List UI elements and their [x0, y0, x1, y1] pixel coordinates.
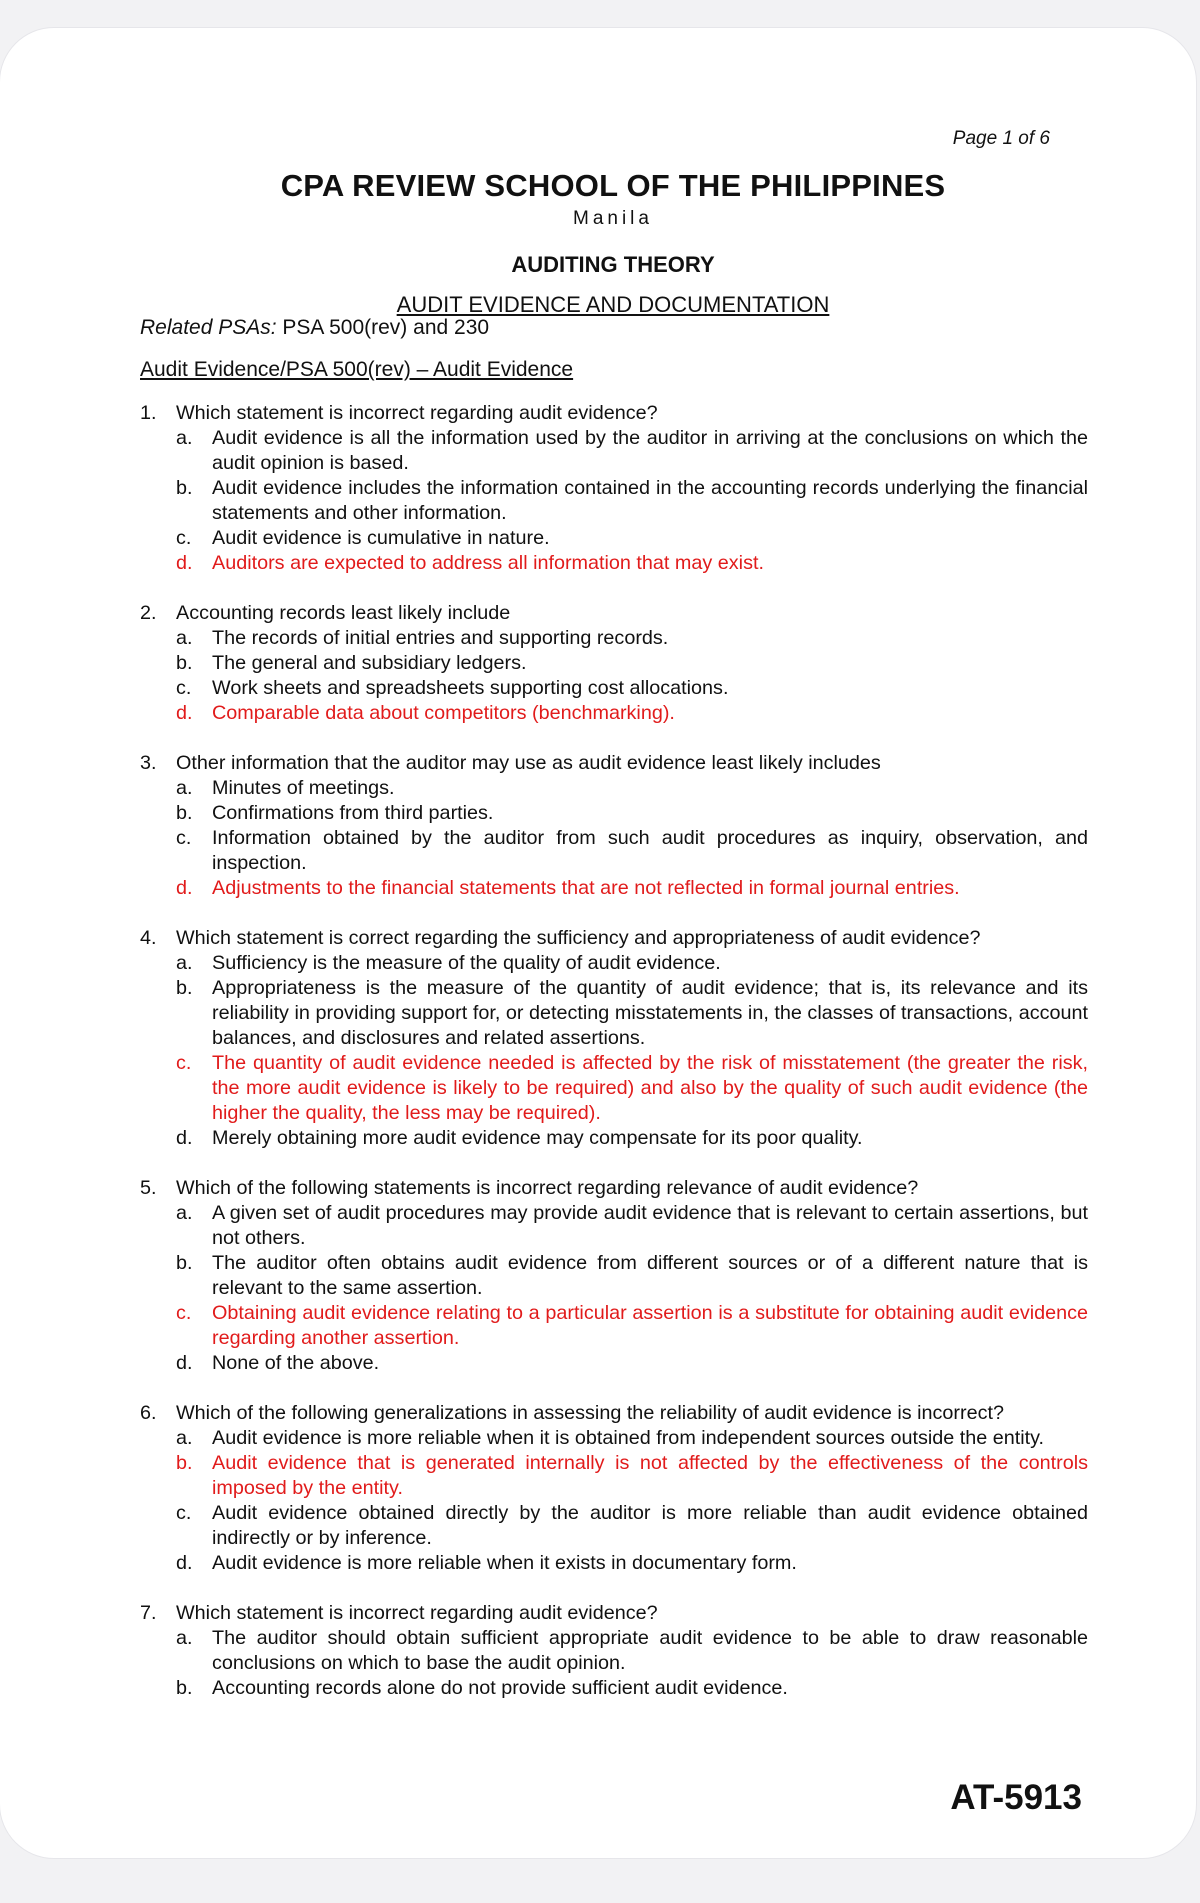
- option-text: Work sheets and spreadsheets supporting cost allocations.: [212, 677, 729, 699]
- option-list: [176, 1201, 1088, 1376]
- option-item: [176, 676, 1088, 701]
- option-text: Accounting records alone do not provide sufficient audit evidence.: [212, 1677, 788, 1699]
- option-item: [176, 826, 1088, 876]
- option-item: [176, 1126, 1088, 1151]
- option-item: [176, 1626, 1088, 1676]
- option-item: [176, 1426, 1088, 1451]
- option-item: [176, 1251, 1088, 1301]
- question-text: Which of the following generalizations in assessing the reliability of audit evidence is incorrect?: [176, 1402, 1004, 1424]
- option-letter: c.: [176, 827, 192, 849]
- option-item: [176, 526, 1088, 551]
- question-number: 3.: [140, 752, 157, 774]
- option-text: The general and subsidiary ledgers.: [212, 652, 527, 674]
- option-letter: d.: [176, 702, 193, 724]
- page-number: Page 1 of 6: [952, 128, 1050, 149]
- answer-option: [176, 551, 1088, 576]
- option-letter: a.: [176, 1202, 193, 1224]
- document-header: [0, 168, 1200, 318]
- option-list: [176, 951, 1088, 1151]
- option-letter: d.: [176, 1552, 193, 1574]
- option-text: The records of initial entries and supporting records.: [212, 627, 669, 649]
- question-item: [140, 401, 1088, 576]
- question-text: Which statement is correct regarding the sufficiency and appropriateness of audit evidence?: [176, 927, 981, 949]
- question-number: 6.: [140, 1402, 157, 1424]
- answer-option: [176, 701, 1088, 726]
- option-letter: b.: [176, 802, 193, 824]
- option-text: Adjustments to the financial statements that are not reflected in formal journal entries.: [212, 877, 960, 899]
- option-text: Auditors are expected to address all information that may exist.: [212, 552, 764, 574]
- option-letter: a.: [176, 1427, 193, 1449]
- option-text: Comparable data about competitors (benchmarking).: [212, 702, 675, 724]
- option-item: [176, 651, 1088, 676]
- option-list: [176, 626, 1088, 726]
- option-text: The quantity of audit evidence needed is affected by the risk of misstatement (the greater the risk, the more audit evidence is likely to be required) and also by the quality of such audit evidence (the higher the quality, the less may be required).: [212, 1052, 1088, 1124]
- option-text: Confirmations from third parties.: [212, 802, 494, 824]
- related-psas: [140, 316, 489, 340]
- question-stem: [140, 1176, 1088, 1201]
- option-text: Obtaining audit evidence relating to a particular assertion is a substitute for obtaining audit evidence regarding another assertion.: [212, 1302, 1088, 1349]
- option-letter: a.: [176, 427, 193, 449]
- option-letter: a.: [176, 952, 193, 974]
- related-psas-value: PSA 500(rev) and 230: [276, 316, 490, 339]
- topic-title: AUDIT EVIDENCE AND DOCUMENTATION: [396, 292, 830, 317]
- question-stem: [140, 751, 1088, 776]
- option-item: [176, 1501, 1088, 1551]
- question-item: [140, 751, 1088, 901]
- school-city: Manila: [573, 208, 653, 229]
- question-stem: [140, 1601, 1088, 1626]
- option-letter: d.: [176, 552, 193, 574]
- option-text: Sufficiency is the measure of the quality of audit evidence.: [212, 952, 721, 974]
- option-item: [176, 951, 1088, 976]
- subject-title: AUDITING THEORY: [511, 252, 715, 277]
- option-text: Audit evidence is more reliable when it is obtained from independent sources outside the entity.: [212, 1427, 1045, 1449]
- question-text: Which of the following statements is incorrect regarding relevance of audit evidence?: [176, 1177, 919, 1199]
- option-text: The auditor should obtain sufficient appropriate audit evidence to be able to draw reasonable conclusions on which to base the audit opinion.: [212, 1627, 1088, 1674]
- question-number: 7.: [140, 1602, 157, 1624]
- option-list: [176, 776, 1088, 901]
- school-name: CPA REVIEW SCHOOL OF THE PHILIPPINES: [280, 168, 946, 203]
- document-page: [0, 28, 1196, 1858]
- option-item: [176, 476, 1088, 526]
- option-letter: c.: [176, 1502, 192, 1524]
- question-stem: [140, 601, 1088, 626]
- option-list: [176, 1426, 1088, 1576]
- option-text: The auditor often obtains audit evidence from different sources or of a different nature that is relevant to the same assertion.: [212, 1252, 1088, 1299]
- option-text: Minutes of meetings.: [212, 777, 395, 799]
- option-letter: b.: [176, 652, 193, 674]
- option-text: Audit evidence that is generated internally is not affected by the effectiveness of the controls imposed by the entity.: [212, 1452, 1088, 1499]
- question-item: [140, 1401, 1088, 1576]
- option-letter: b.: [176, 1452, 193, 1474]
- question-text: Which statement is incorrect regarding audit evidence?: [176, 402, 658, 424]
- option-letter: a.: [176, 627, 193, 649]
- option-letter: a.: [176, 1627, 193, 1649]
- answer-option: [176, 1451, 1088, 1501]
- option-list: [176, 426, 1088, 576]
- option-letter: b.: [176, 477, 193, 499]
- question-stem: [140, 1401, 1088, 1426]
- related-psas-label: Related PSAs:: [140, 316, 277, 339]
- question-list: [140, 401, 1088, 1726]
- answer-option: [176, 1051, 1088, 1126]
- question-item: [140, 926, 1088, 1151]
- option-text: Audit evidence is all the information used by the auditor in arriving at the conclusions on which the audit opinion is based.: [212, 427, 1088, 474]
- question-item: [140, 1601, 1088, 1701]
- option-list: [176, 1626, 1088, 1701]
- option-item: [176, 776, 1088, 801]
- question-number: 5.: [140, 1177, 157, 1199]
- option-letter: a.: [176, 777, 193, 799]
- answer-option: [176, 1301, 1088, 1351]
- option-item: [176, 626, 1088, 651]
- question-stem: [140, 926, 1088, 951]
- option-text: Audit evidence includes the information contained in the accounting records underlying the financial statements and other information.: [212, 477, 1088, 524]
- question-stem: [140, 401, 1088, 426]
- option-text: Audit evidence is more reliable when it exists in documentary form.: [212, 1552, 797, 1574]
- option-text: Information obtained by the auditor from such audit procedures as inquiry, observation, and inspection.: [212, 827, 1088, 874]
- option-text: None of the above.: [212, 1352, 380, 1374]
- question-number: 2.: [140, 602, 157, 624]
- section-title: Audit Evidence/PSA 500(rev) – Audit Evidence: [140, 358, 574, 381]
- option-letter: d.: [176, 1127, 193, 1149]
- option-letter: b.: [176, 977, 193, 999]
- option-letter: d.: [176, 1352, 193, 1374]
- option-item: [176, 976, 1088, 1051]
- option-letter: c.: [176, 1052, 192, 1074]
- option-letter: c.: [176, 1302, 192, 1324]
- option-item: [176, 1351, 1088, 1376]
- option-item: [176, 801, 1088, 826]
- option-letter: b.: [176, 1677, 193, 1699]
- option-letter: c.: [176, 527, 192, 549]
- option-text: Merely obtaining more audit evidence may compensate for its poor quality.: [212, 1127, 863, 1149]
- option-letter: b.: [176, 1252, 193, 1274]
- option-text: Audit evidence obtained directly by the auditor is more reliable than audit evidence obtained indirectly or by inference.: [212, 1502, 1088, 1549]
- question-number: 4.: [140, 927, 157, 949]
- option-letter: d.: [176, 877, 193, 899]
- option-letter: c.: [176, 677, 192, 699]
- option-text: Audit evidence is cumulative in nature.: [212, 527, 550, 549]
- answer-option: [176, 876, 1088, 901]
- option-item: [176, 1551, 1088, 1576]
- question-item: [140, 601, 1088, 726]
- option-item: [176, 426, 1088, 476]
- question-item: [140, 1176, 1088, 1376]
- option-item: [176, 1201, 1088, 1251]
- question-number: 1.: [140, 402, 157, 424]
- option-text: Appropriateness is the measure of the quantity of audit evidence; that is, its relevance and its reliability in providing support for, or detecting misstatements in, the classes of transactions, account balances, and disclosures and related assertions.: [212, 977, 1088, 1049]
- question-text: Accounting records least likely include: [176, 602, 511, 624]
- question-text: Other information that the auditor may use as audit evidence least likely includes: [176, 752, 881, 774]
- question-text: Which statement is incorrect regarding audit evidence?: [176, 1602, 658, 1624]
- document-code: AT-5913: [950, 1778, 1082, 1817]
- option-text: A given set of audit procedures may provide audit evidence that is relevant to certain assertions, but not others.: [212, 1202, 1088, 1249]
- option-item: [176, 1676, 1088, 1701]
